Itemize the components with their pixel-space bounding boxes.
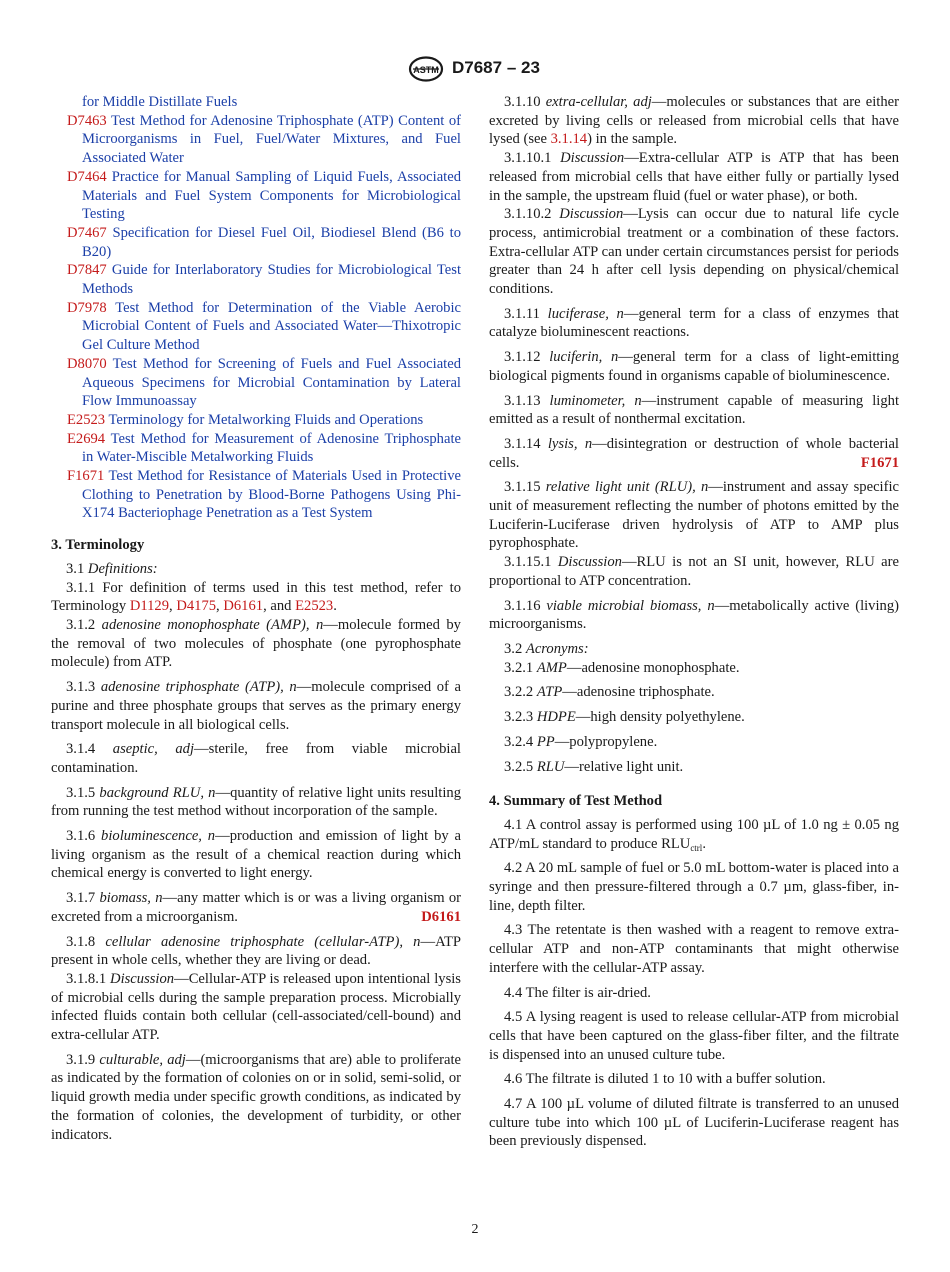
reference-item[interactable]: for Middle Distillate Fuels <box>82 94 238 110</box>
acronym-item: 3.2.5 RLU—relative light unit. <box>504 758 684 775</box>
definition-3-1-14: 3.1.14 lysis, n—disintegration or destruction of whole bacterial cells. F1671 <box>489 435 899 471</box>
reference-item[interactable]: D8070 Test Method for Screening of Fuels and Fuel Associated Aqueous Specimens for Microbial Contamination by Lateral Flow Immunoassay <box>67 355 461 410</box>
reference-item[interactable]: D7463 Test Method for Adenosine Triphosphate (ATP) Content of Microorganisms in Fuel, Fuel/Water Mixtures, and Fuel Associated Water <box>67 112 462 167</box>
definition-3-1-15: 3.1.15 relative light unit (RLU), n—instrument and assay specific unit of measurement reflecting the number of photons emitted by the Luciferin-Luciferase driven hydrolysis of ATP to AMP plus pyrophosphate. <box>489 479 899 552</box>
reference-item[interactable]: E2523 Terminology for Metalworking Fluids and Operations <box>67 411 424 428</box>
reference-item[interactable]: D7464 Practice for Manual Sampling of Liquid Fuels, Associated Materials and Fuel System Components for Microbiological Testing <box>67 168 461 223</box>
discussion-3-1-8-1: 3.1.8.1 Discussion—Cellular-ATP is released upon intentional lysis of microbial cells during the sample preparation process. Microbially infected fluids contain both cellular (cell-associated/cell-bound) and extra-cellular ATP. <box>51 970 461 1044</box>
svg-text:ASTM: ASTM <box>413 65 439 75</box>
section-link[interactable]: 3.1.14 <box>550 131 588 148</box>
definition-3-1-3: 3.1.3 adenosine triphosphate (ATP), n—molecule comprised of a purine and three phosphate groups that serves as the primary energy transport molecule in all biological cells. <box>51 679 462 733</box>
summary-4-6: 4.6 The filtrate is diluted 1 to 10 with a buffer solution. <box>504 1071 826 1088</box>
acronym-item: 3.2.2 ATP—adenosine triphosphate. <box>504 684 715 701</box>
source-reference[interactable]: F1671 <box>860 454 899 471</box>
discussion-3-1-10-1: 3.1.10.1 Discussion—Extra-cellular ATP is ATP that has been released from microbial cells that have either fully or partially lysed in the sample, the upstream fluid (fuel or water phase), or both. <box>489 150 899 204</box>
acronym-item: 3.2.3 HDPE—high density polyethylene. <box>504 709 745 726</box>
definition-3-1-4: 3.1.4 aseptic, adj—sterile, free from viable microbial contamination. <box>51 741 461 776</box>
definition-3-1-16: 3.1.16 viable microbial biomass, n—metabolically active (living) microorganisms. <box>489 597 899 633</box>
summary-4-2: 4.2 A 20 mL sample of fuel or 5.0 mL bottom-water is placed into a syringe and then pressure-filtered through a 0.7 µm, glass-fiber, in-line, depth filter. <box>489 860 899 914</box>
summary-4-7: 4.7 A 100 µL volume of diluted filtrate is transferred to an unused culture tube into which 100 µL of Luciferin-Luciferase reagent has been previously dispensed. <box>489 1096 899 1150</box>
summary-4-5: 4.5 A lysing reagent is used to release cellular-ATP from microbial cells that have been captured on the glass-fiber filter, and the filtrate is dispensed into an unused culture tube. <box>489 1009 899 1063</box>
section-heading-summary: 4. Summary of Test Method <box>489 793 663 810</box>
ref-link[interactable]: D1129 <box>129 598 170 615</box>
definition-3-1-10: 3.1.10 extra-cellular, adj—molecules or substances that are either excreted by living cells or released from microbial cells that have lysed (see 3.1.14) in the sample. <box>489 94 899 148</box>
page-header <box>0 56 950 84</box>
summary-4-1: 4.1 A control assay is performed using 100 µL of 1.0 ng ± 0.05 ng ATP/mL standard to produce $RLU_{ctrl}$. <box>489 816 899 853</box>
right-column <box>489 93 899 1151</box>
definition-3-1-13: 3.1.13 luminometer, n—instrument capable of measuring light emitted as a result of nonthermal excitation. <box>489 392 900 428</box>
page-number: 2 <box>471 1222 479 1237</box>
acronym-item: 3.2.1 AMP—adenosine monophosphate. <box>504 659 740 676</box>
reference-item[interactable]: D7847 Guide for Interlaboratory Studies for Microbiological Test Methods <box>67 262 461 298</box>
left-column <box>51 93 461 1144</box>
reference-item[interactable]: F1671 Test Method for Resistance of Materials Used in Protective Clothing to Penetration by Blood-Borne Pathogens Using Phi-X174 Bacteriophage Penetration as a Test System <box>67 468 461 522</box>
acronyms-subheading: 3.2 Acronyms: <box>504 640 589 657</box>
standard-designation: D7687 – 23 <box>452 58 540 77</box>
definition-3-1-8: 3.1.8 cellular adenosine triphosphate (cellular-ATP), n—ATP present in whole cells, whether they are living or dead. <box>51 933 462 969</box>
summary-4-4: 4.4 The filter is air-dried. <box>504 984 651 1001</box>
definition-3-1-7: 3.1.7 biomass, n—any matter which is or was a living organism or excreted from a microorganism. D6161 <box>51 890 462 925</box>
source-reference[interactable]: D6161 <box>421 908 461 925</box>
definitions-subheading: 3.1 Definitions: <box>66 560 158 577</box>
ref-link[interactable]: D4175 <box>176 598 217 615</box>
discussion-3-1-10-2: 3.1.10.2 Discussion—Lysis can occur due to natural life cycle process, antimicrobial treatment or a combination of these factors. Extra-cellular ATP can under certain circumstances persist for periods greater than 24 h after cell lysis depending on physical/chemical conditions. <box>489 206 899 298</box>
definition-3-1-11: 3.1.11 luciferase, n—general term for a class of enzymes that catalyze bioluminescent reactions. <box>489 305 899 341</box>
definition-3-1-5: 3.1.5 background RLU, n—quantity of relative light units resulting from running the test method without incorporation of the sample. <box>51 784 461 820</box>
reference-item[interactable]: E2694 Test Method for Measurement of Adenosine Triphosphate in Water-Miscible Metalworking Fluids <box>67 430 461 466</box>
ref-link[interactable]: D6161 <box>223 598 264 615</box>
definition-3-1-2: 3.1.2 adenosine monophosphate (AMP), n—molecule formed by the removal of two molecules of phosphate (one pyrophosphate molecule) from ATP. <box>51 616 461 671</box>
definition-3-1-12: 3.1.12 luciferin, n—general term for a class of light-emitting biological pigments found in organisms capable of bioluminescence. <box>489 349 899 384</box>
ref-link[interactable]: E2523 <box>295 598 334 615</box>
definition-3-1-6: 3.1.6 bioluminescence, n—production and emission of light by a living organism as the result of a chemical reaction during which chemical energy is converted to light energy. <box>51 828 461 882</box>
definition-3-1-9: 3.1.9 culturable, adj—(microorganisms that are) able to proliferate as indicated by the formation of colonies on or in solid, semi-solid, or liquid growth media under specific growth conditions, as indicated by the formation of colonies, the development of turbidity, or other indicators. <box>51 1051 461 1143</box>
definition-3-1-1: 3.1.1 For definition of terms used in this test method, refer to Terminology D1129, D4175, D6161, and E2523. <box>51 579 461 615</box>
summary-4-3: 4.3 The retentate is then washed with a reagent to remove extra-cellular ATP and non-ATP contaminants that might otherwise interfere with the cellular-ATP assay. <box>489 922 899 976</box>
reference-item[interactable]: D7467 Specification for Diesel Fuel Oil, Biodiesel Blend (B6 to B20) <box>67 224 462 260</box>
discussion-3-1-15-1: 3.1.15.1 Discussion—RLU is not an SI unit, however, RLU are proportional to ATP concentration. <box>489 554 899 589</box>
referenced-documents-list <box>51 93 461 523</box>
acronym-item: 3.2.4 PP—polypropylene. <box>504 733 658 750</box>
astm-logo-icon <box>408 56 444 82</box>
section-heading-terminology: 3. Terminology <box>51 537 145 554</box>
reference-item[interactable]: D7978 Test Method for Determination of the Viable Aerobic Microbial Content of Fuels and Associated Water—Thixotropic Gel Culture Method <box>67 299 462 354</box>
